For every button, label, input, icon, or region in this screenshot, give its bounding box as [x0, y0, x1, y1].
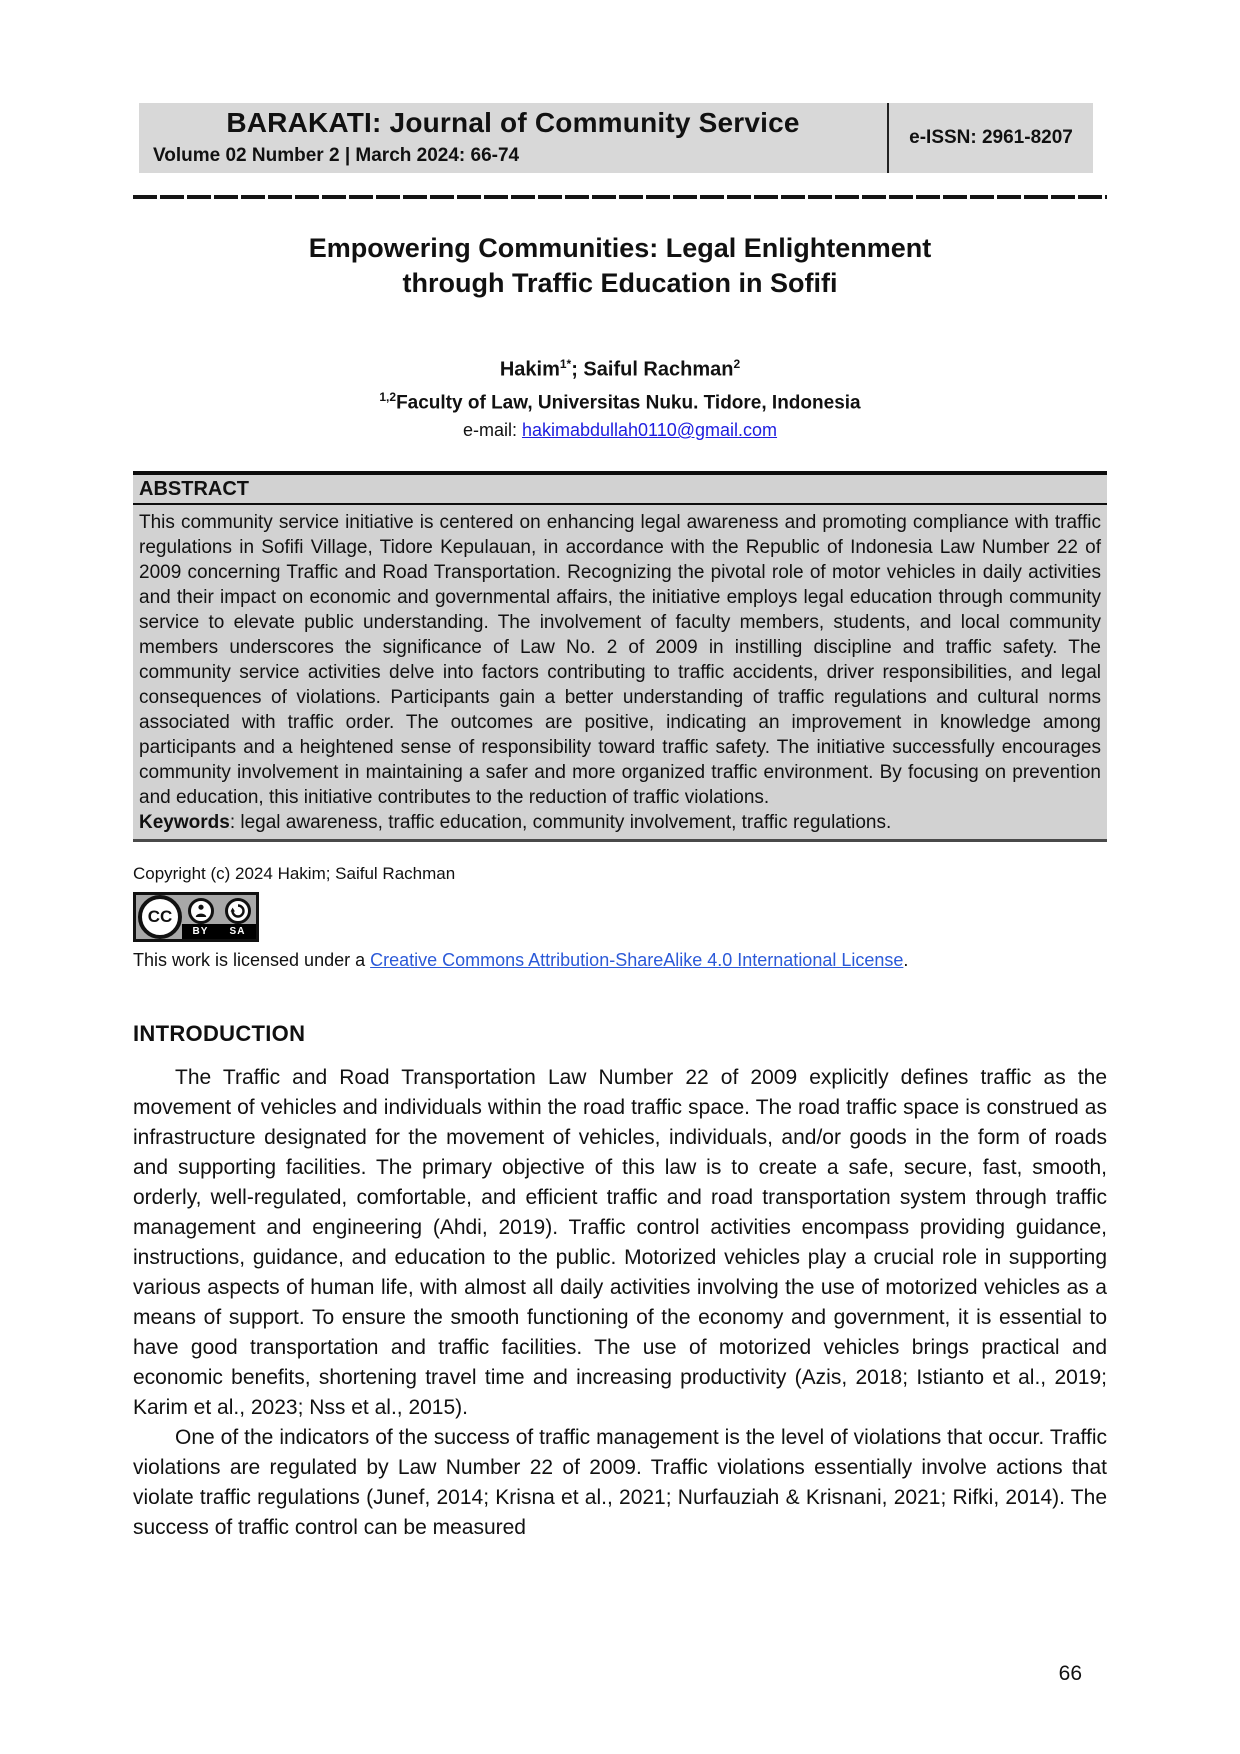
- authors-line: [133, 357, 1107, 382]
- eissn-label: e-ISSN: 2961-8207: [909, 127, 1073, 148]
- header-separator-rule: [133, 195, 1107, 199]
- affiliation-text: Faculty of Law, Universitas Nuku. Tidore, Indonesia: [396, 391, 861, 413]
- copyright-line: Copyright (c) 2024 Hakim; Saiful Rachman: [133, 863, 456, 883]
- author-1-superscript: 1*: [559, 357, 572, 371]
- journal-title: BARAKATI: Journal of Community Service: [226, 107, 800, 138]
- keywords-text: : legal awareness, traffic education, community involvement, traffic regulations.: [229, 811, 892, 833]
- abstract-body: [133, 505, 1107, 842]
- cc-badge-labels: [182, 924, 256, 939]
- article-title: [133, 231, 1107, 301]
- email-label: e-mail:: [462, 419, 522, 440]
- introduction-paragraph-2: One of the indicators of the success of traffic management is the level of violations that occur. Traffic violations are regulated by Law Number 22 of 2009. Traffic violations essentially involve actions that violate traffic regulations (Junef, 2014; Krisna et al., 2021; Nurfauziah & Krisnani, 2021; Rifki, 2014). The success of traffic control can be measured: [133, 1425, 1107, 1539]
- email-link[interactable]: hakimabdullah0110@gmail.com: [521, 419, 778, 440]
- keywords-label: Keywords: [139, 811, 230, 833]
- volume-issue-line: Volume 02 Number 2 | March 2024: 66-74: [153, 145, 520, 166]
- article-title-line1: Empowering Communities: Legal Enlightenment: [308, 233, 932, 263]
- by-label: BY: [192, 925, 209, 937]
- page-number: 66: [1058, 1662, 1082, 1685]
- page-content: [133, 103, 1107, 1543]
- license-prefix: This work is licensed under a: [133, 949, 371, 970]
- keywords-line: [139, 810, 1101, 835]
- journal-header: [139, 103, 1093, 173]
- introduction-heading: INTRODUCTION: [133, 1020, 306, 1046]
- author-2: Saiful Rachman: [583, 358, 734, 381]
- abstract-heading: ABSTRACT: [133, 475, 1107, 505]
- cc-by-sa-badge[interactable]: [133, 892, 259, 942]
- author-2-superscript: 2: [733, 357, 741, 371]
- abstract-section: [133, 471, 1107, 842]
- email-line: [133, 420, 1107, 441]
- author-1: Hakim: [499, 358, 560, 381]
- affiliation-superscript: 1,2: [379, 389, 397, 404]
- journal-header-left: [139, 103, 889, 173]
- article-title-line2: through Traffic Education in Sofifi: [402, 268, 838, 298]
- abstract-text: This community service initiative is centered on enhancing legal awareness and promoting compliance with traffic regulations in Sofifi Village, Tidore Kepulauan, in accordance with the Republic of Indonesia Law Number 22 of 2009 concerning Traffic and Road Transportation. Recognizing the pivotal role of motor vehicles in daily activities and their impact on economic and governmental affairs, the initiative employs legal education through community service to elevate public understanding. The involvement of faculty members, students, and local community members underscores the significance of Law No. 2 of 2009 in instilling discipline and traffic safety. The community service activities delve into factors contributing to traffic accidents, driver responsibilities, and legal consequences of violations. Participants gain a better understanding of traffic regulations and cultural norms associated with traffic order. The outcomes are positive, indicating an improvement in knowledge among participants and a heightened sense of responsibility toward traffic safety. The initiative successfully encourages community involvement in maintaining a safer and more organized traffic environment. By focusing on prevention and education, this initiative contributes to the reduction of traffic violations.: [139, 511, 1101, 808]
- affiliation-line: [133, 390, 1107, 414]
- attribution-person-icon: [188, 898, 214, 924]
- license-link[interactable]: Creative Commons Attribution-ShareAlike 4.0 International License: [370, 949, 904, 970]
- share-alike-arrow-icon: [225, 898, 251, 924]
- cc-badge-icons: [182, 895, 256, 924]
- cc-badge-right: [182, 895, 256, 939]
- license-suffix: .: [903, 949, 909, 970]
- introduction-paragraph-1: The Traffic and Road Transportation Law Number 22 of 2009 explicitly defines traffic as the movement of vehicles and individuals within the road traffic space. The road traffic space is construed as infrastructure designated for the movement of vehicles, individuals, and/or goods in the form of roads and supporting facilities. The primary objective of this law is to create a safe, secure, fast, smooth, orderly, well-regulated, comfortable, and efficient traffic and road transportation system through traffic management and engineering (Ahdi, 2019). Traffic control activities encompass providing guidance, instructions, guidance, and education to the public. Motorized vehicles play a crucial role in supporting various aspects of human life, with almost all daily activities involving the use of motorized vehicles as a means of support. To ensure the smooth functioning of the economy and government, it is essential to have good transportation and traffic facilities. The use of motorized vehicles brings practical and economic benefits, shortening travel time and increasing productivity (Azis, 2018; Istianto et al., 2019; Karim et al., 2023; Nss et al., 2015).: [133, 1065, 1107, 1419]
- license-line: [133, 950, 1107, 971]
- author-separator: ;: [571, 358, 584, 381]
- cc-logo-icon: CC: [138, 895, 182, 939]
- sa-label: SA: [229, 925, 246, 937]
